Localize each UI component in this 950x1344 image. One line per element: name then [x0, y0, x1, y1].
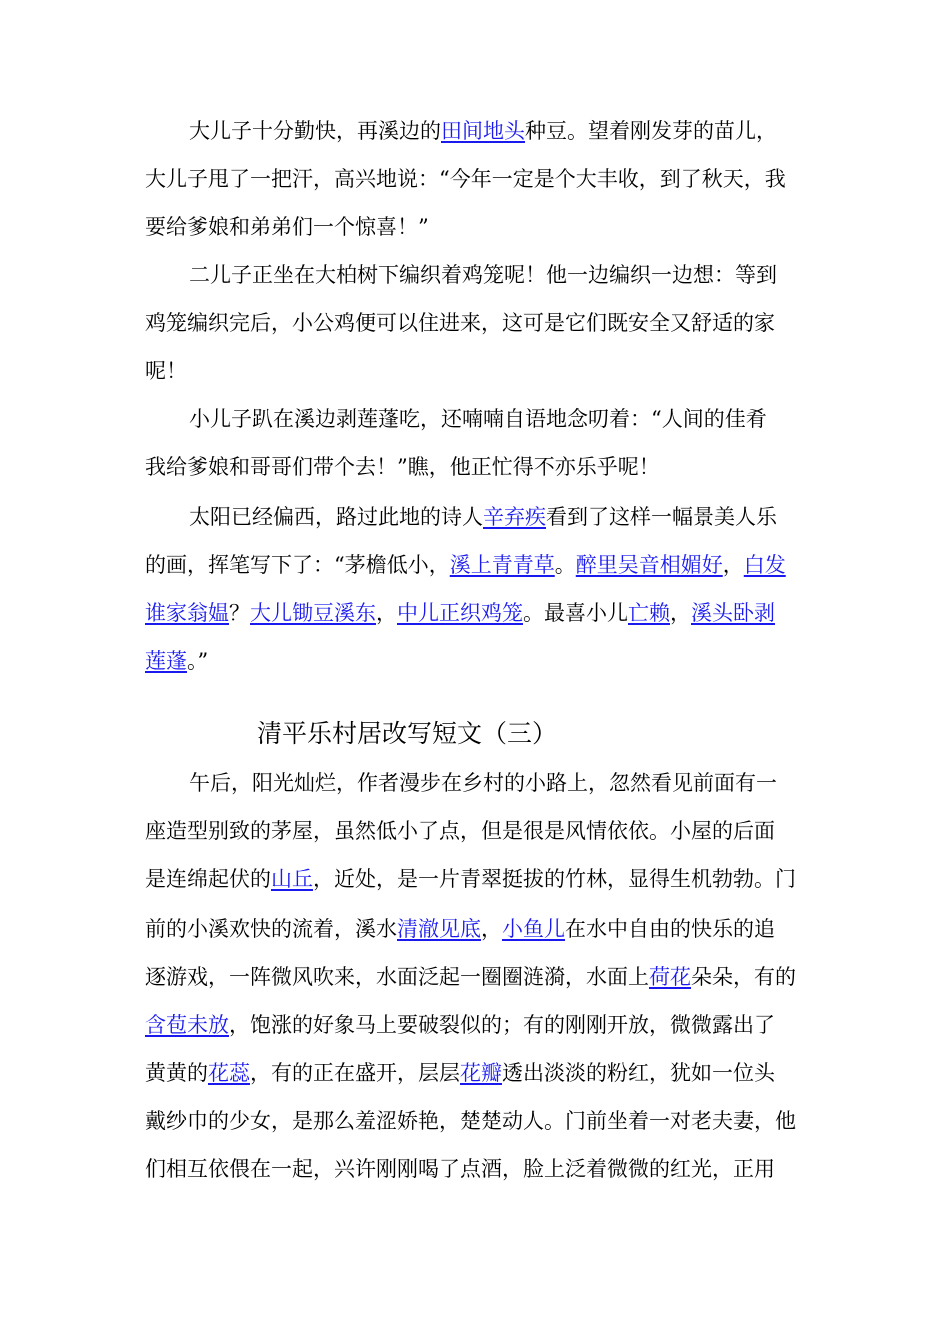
link-xiaoyuer[interactable]: 小鱼儿	[502, 917, 565, 941]
text-line: 二儿子正坐在大柏树下编织着鸡笼呢！他一边编织一边想：等到	[189, 263, 777, 287]
link-baifa[interactable]: 白发	[743, 553, 786, 577]
text-span: 黄黄的	[145, 1061, 208, 1085]
text-line: 鸡笼编织完后，小公鸡便可以住进来，这可是它们既安全又舒适的家	[145, 311, 775, 335]
link-shanqiu[interactable]: 山丘	[271, 867, 313, 891]
text-span: ，	[481, 917, 502, 941]
text-line	[145, 646, 208, 676]
text-span: ，有的正在盛开，层层	[250, 1061, 460, 1085]
text-span: 。”	[187, 649, 209, 673]
text-span: 看到了这样一幅景美人乐	[546, 505, 777, 529]
text-line: 要给爹娘和弟弟们一个惊喜！”	[145, 215, 429, 239]
text-span: ？	[229, 601, 250, 625]
link-shuijiawengao[interactable]: 谁家翁媪	[145, 601, 229, 625]
text-line	[145, 502, 777, 532]
link-tianjiandiitou[interactable]: 田间地头	[441, 119, 525, 143]
text-line	[145, 1010, 775, 1040]
text-line	[145, 598, 775, 628]
link-hehua[interactable]: 荷花	[649, 965, 691, 989]
link-huaban[interactable]: 花瓣	[460, 1061, 502, 1085]
text-line	[145, 550, 786, 580]
text-line: 呢！	[145, 359, 187, 383]
text-span: 逐游戏，一阵微风吹来，水面泛起一圈圈涟漪，水面上	[145, 965, 649, 989]
text-line	[145, 1058, 775, 1088]
link-hanbaoweifang[interactable]: 含苞未放	[145, 1013, 229, 1037]
text-span: 。最喜小儿	[523, 601, 628, 625]
text-line: 们相互依偎在一起，兴许刚刚喝了点酒，脸上泛着微微的红光，正用	[145, 1157, 775, 1181]
text-line: 我给爹娘和哥哥们带个去！”瞧，他正忙得不亦乐乎呢！	[145, 455, 660, 479]
text-span: 种豆。望着刚发芽的苗儿，	[525, 119, 777, 143]
text-line: 午后，阳光灿烂，作者漫步在乡村的小路上，忽然看见前面有一	[189, 771, 777, 795]
link-xinqiji[interactable]: 辛弃疾	[483, 505, 546, 529]
text-span: 前的小溪欢快的流着，溪水	[145, 917, 397, 941]
text-span: 是连绵起伏的	[145, 867, 271, 891]
link-xitouwobo[interactable]: 溪头卧剥	[691, 601, 775, 625]
text-line: 大儿子甩了一把汗，高兴地说：“今年一定是个大丰收，到了秋天，我	[145, 167, 786, 191]
text-span: 在水中自由的快乐的追	[565, 917, 775, 941]
link-daerchudou[interactable]: 大儿锄豆溪东	[250, 601, 376, 625]
text-line	[145, 914, 775, 944]
text-span: 。	[554, 553, 576, 577]
text-line: 座造型别致的茅屋，虽然低小了点，但是很是风情依依。小屋的后面	[145, 819, 775, 843]
link-wanglai[interactable]: 亡赖	[628, 601, 670, 625]
text-span: ，	[376, 601, 397, 625]
text-line	[145, 962, 796, 992]
text-span: ，饱涨的好象马上要破裂似的；有的刚刚开放，微微露出了	[229, 1013, 775, 1037]
text-line: 小儿子趴在溪边剥莲蓬吃，还喃喃自语地念叨着：“人间的佳肴	[189, 407, 767, 431]
text-span: 朵朵，有的	[691, 965, 796, 989]
text-span: 太阳已经偏西，路过此地的诗人	[189, 505, 483, 529]
link-qingchejiandi[interactable]: 清澈见底	[397, 917, 481, 941]
text-span: ，	[670, 601, 691, 625]
link-xishangqingqingcao[interactable]: 溪上青青草	[449, 553, 555, 577]
text-line	[145, 864, 796, 894]
text-span: 的画，挥笔写下了：“茅檐低小，	[145, 553, 450, 577]
section-title: 清平乐村居改写短文（三）	[257, 719, 558, 748]
text-line	[145, 116, 777, 146]
link-lianpeng[interactable]: 莲蓬	[145, 649, 187, 673]
link-zhongerzhengzhi[interactable]: 中儿正织鸡笼	[397, 601, 523, 625]
text-span: ，	[722, 553, 744, 577]
link-huarui[interactable]: 花蕊	[208, 1061, 250, 1085]
text-span: 大儿子十分勤快，再溪边的	[189, 119, 441, 143]
text-span: ，近处，是一片青翠挺拔的竹林，显得生机勃勃。门	[313, 867, 796, 891]
text-span: 透出淡淡的粉红，犹如一位头	[502, 1061, 775, 1085]
link-zuiliwuyin[interactable]: 醉里吴音相媚好	[575, 553, 723, 577]
text-line: 戴纱巾的少女，是那么羞涩娇艳，楚楚动人。门前坐着一对老夫妻，他	[145, 1109, 796, 1133]
